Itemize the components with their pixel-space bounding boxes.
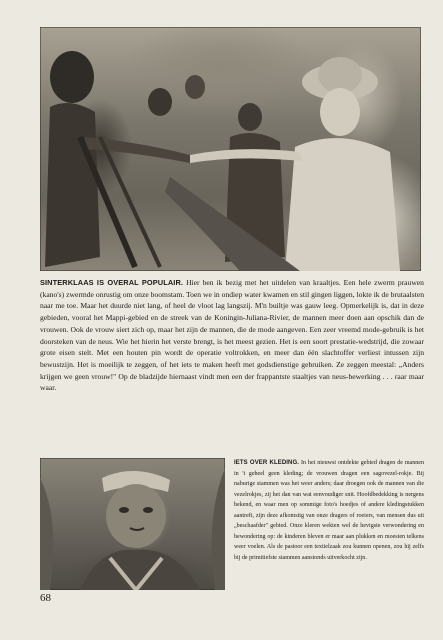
caption-side-body: In het nieuwst ontdekte gebied dragen de mannen in 't geheel geen kleding; de vrouwen dragen een sagovezel-rokje. Bij naburige stammen was het weer anders; daar droegen ook de mannen van die vezelrokjes, zij het dan van wat eenvoudiger snit. Hoofdbedekking is nergens bekend, en waar men op sommige foto's hoedjes of andere kledingstukken aantreft, zijn deze afkomstig van onze dragers of roeiers, van mensen dus uit „beschaafder" gebied. Onze kleren wekten wel de hevigste verwondering en bewondering op: de kinderen bleven er maar aan plukken en moesten telkens weer voelen. Als de pastoor een textielzaak zou kunnen openen, zou hij zelfs bij de primitiefste stammen aanstonds uitverkocht zijn. <box>234 460 424 561</box>
caption-side-lead: IETS OVER KLEDING. <box>234 460 299 466</box>
caption-side <box>234 458 424 563</box>
photo-bottom <box>40 458 225 590</box>
caption-main <box>40 277 424 394</box>
caption-main-lead: SINTERKLAAS IS OVERAL POPULAIR. <box>40 278 184 287</box>
photo-top <box>40 27 421 271</box>
caption-main-body: Hier ben ik bezig met het uitdelen van kraaltjes. Een hele zwerm prauwen (kano's) zwermde onrustig om onze boomstam. Toen we in ondiep water kwamen en stil gingen liggen, lokte ik de brutaalsten naar me toe. Maar het duurde niet lang, of heel de vloot lag langszij. M'n builtje was gauw leeg. Opmerkelijk is, dat in deze gebieden, vooral het Mappi-gebied en de streek van de Koningin-Juliana-Rivier, de mannen meer doen aan opschik dan de vrouwen. Ook de vrouw siert zich op, maar het zijn de mannen, die de mode aangeven. Een zeer vreemd mode-gebruik is het doorsteken van de neus. Wie het hierin het verste brengt, is het meest gezien. Het is een soort prestatie-wedstrijd, die zowaar grote eisen stelt. Met een houten pin wordt de operatie voltrokken, en meer dan één slachtoffer verliest intussen zijn bewustzijn. Het is moeilijk te zeggen, of het iets te maken heeft met godsdienstige gebruiken. Ze zeggen meestal: „Anders krijgen we geen vrouw!" Op de bladzijde hiernaast vindt men een der frappantste staaltjes van neus-bewerking . . . raar maar waar. <box>40 278 424 393</box>
photo-sinterklaas-beads-icon <box>40 27 421 271</box>
photo-man-portrait-icon <box>40 458 225 590</box>
page-number: 68 <box>40 592 51 604</box>
